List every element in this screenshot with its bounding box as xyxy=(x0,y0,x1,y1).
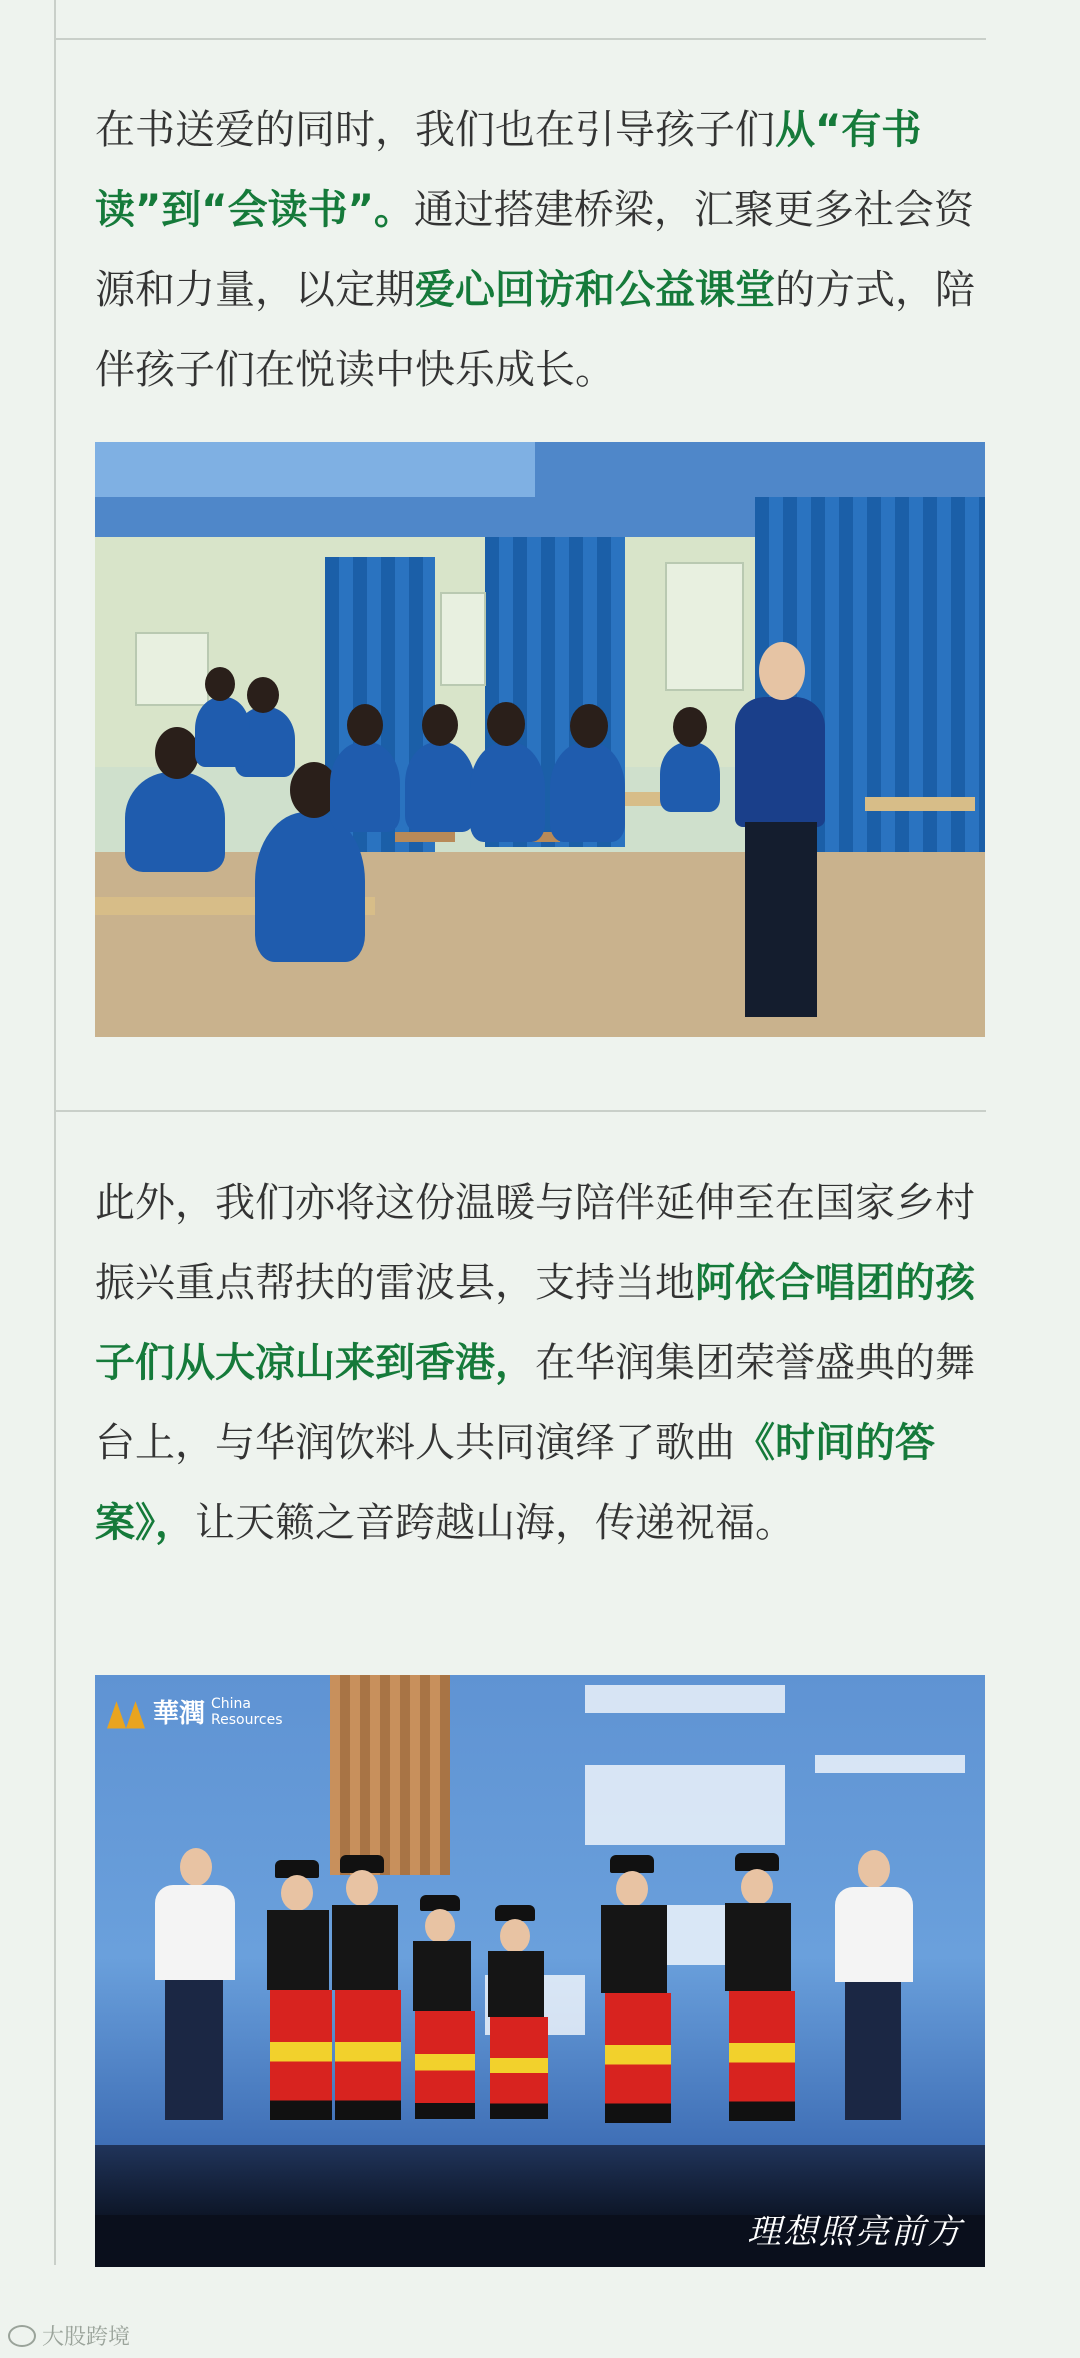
highlighted-phrase: 《时间的答案》， xyxy=(95,1420,935,1546)
logo-english-line1: China xyxy=(211,1695,252,1712)
section-divider xyxy=(54,1110,986,1112)
logo-chinese-text: 華潤 xyxy=(153,1699,206,1729)
body-text: 此外，我们亦将这份温暖与陪伴延伸至在国家乡村振兴重点帮扶的雷波县，支持当地 xyxy=(95,1180,975,1306)
top-divider xyxy=(54,38,986,40)
classroom-photo xyxy=(95,442,985,1037)
body-text: 在书送爱的同时，我们也在引导孩子们 xyxy=(95,107,775,153)
china-resources-logo-icon xyxy=(107,1695,145,1729)
highlighted-phrase: 从“有书读”到“会读书”。 xyxy=(95,107,922,233)
slogan-signature: 理想照亮前方 xyxy=(747,2212,963,2252)
china-resources-logo xyxy=(107,1693,283,1730)
body-text: 的方式，陪伴孩子们在悦读中快乐成长。 xyxy=(95,267,975,393)
paragraph-choir-support xyxy=(95,1163,985,1563)
logo-english-line2: Resources xyxy=(211,1711,283,1728)
paragraph-reading-guidance xyxy=(95,90,985,410)
stage-performance-photo xyxy=(95,1675,985,2267)
body-text: 通过搭建桥梁，汇聚更多社会资源和力量，以定期 xyxy=(95,187,974,313)
left-vertical-rule xyxy=(54,0,56,2265)
body-text: 在华润集团荣誉盛典的舞台上，与华润饮料人共同演绎了歌曲 xyxy=(95,1340,975,1466)
highlighted-phrase: 爱心回访和公益课堂 xyxy=(415,267,775,313)
watermark-text: 大股跨境 xyxy=(42,2325,131,2350)
body-text: 让天籁之音跨越山海，传递祝福。 xyxy=(195,1500,795,1546)
source-watermark xyxy=(8,2320,130,2351)
watermark-logo-icon xyxy=(8,2325,36,2347)
highlighted-phrase: 阿依合唱团的孩子们从大凉山来到香港， xyxy=(95,1260,975,1386)
